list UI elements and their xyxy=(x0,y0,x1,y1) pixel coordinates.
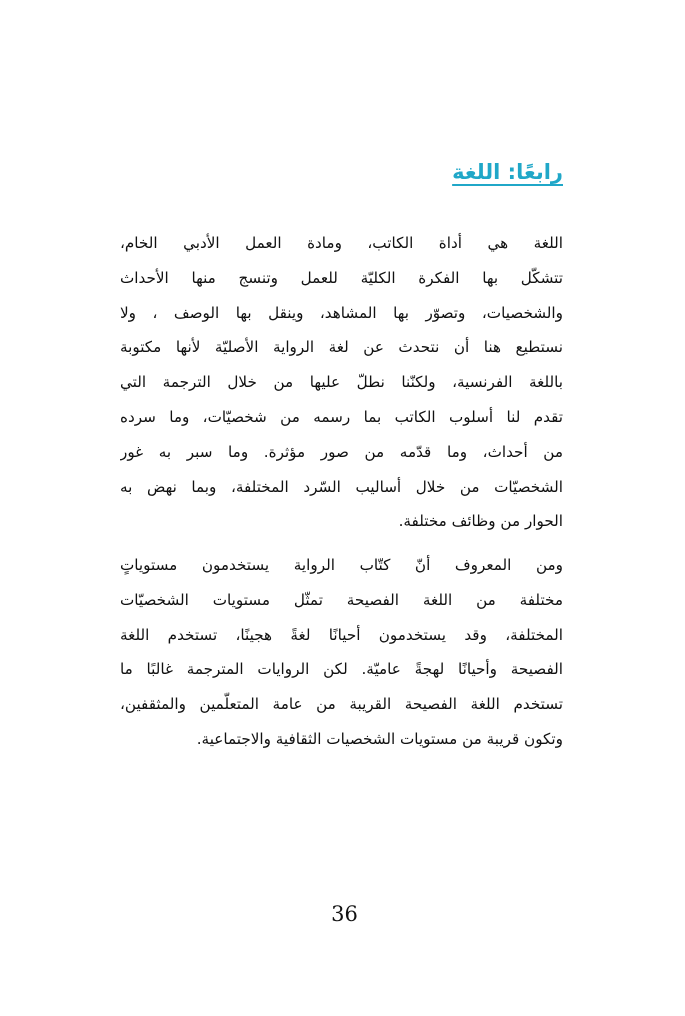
section-heading: رابعًا: اللغة xyxy=(452,160,563,184)
paragraph-line: تقدم لنا أسلوب الكاتب بما رسمه من شخصيّات، وما سرده xyxy=(120,407,563,426)
paragraph-line: باللغة الفرنسية، ولكنّنا نطلّ عليها من خلال الترجمة التي xyxy=(120,373,563,392)
paragraph-line: تتشكّل بها الفكرة الكليّة للعمل وتنسج منها الأحداث xyxy=(120,268,563,287)
paragraph-line: والشخصيات، وتصوّر بها المشاهد، وينقل بها الوصف ، ولا xyxy=(120,303,563,322)
paragraph-line: تستخدم اللغة الفصيحة القريبة من عامة المتعلّمين والمثقفين، xyxy=(120,695,563,714)
paragraph-line: الفصيحة وأحيانًا لهجةً عاميّة. لكن الروايات المترجمة غالبًا ما xyxy=(120,660,563,679)
paragraph-line: من أحداث، وما قدّمه من صور مؤثرة. وما سبر به غور xyxy=(120,442,563,461)
paragraph-line: الشخصيّات من خلال أساليب السّرد المختلفة، وبما نهض به xyxy=(120,477,563,496)
paragraph-line: وتكون قريبة من مستويات الشخصيات الثقافية والاجتماعية. xyxy=(196,729,563,748)
paragraph-line: اللغة هي أداة الكاتب، ومادة العمل الأدبي الخام، xyxy=(120,234,563,252)
page-number: 36 xyxy=(331,902,358,926)
paragraph-1 xyxy=(120,226,563,539)
paragraph-line: مختلفة من اللغة الفصيحة تمثّل مستويات الشخصيّات xyxy=(120,590,563,609)
paragraph-line: الحوار من وظائف مختلفة. xyxy=(398,512,563,531)
paragraph-2 xyxy=(120,548,563,757)
paragraph-line: ومن المعروف أنّ كتّاب الرواية يستخدمون مستوياتٍ xyxy=(120,556,563,574)
paragraph-line: المختلفة، وقد يستخدمون أحيانًا لغةً هجينًا، تستخدم اللغة xyxy=(120,625,563,644)
paragraph-line: نستطيع هنا أن نتحدث عن لغة الرواية الأصليّة لأنها مكتوبة xyxy=(120,338,563,357)
